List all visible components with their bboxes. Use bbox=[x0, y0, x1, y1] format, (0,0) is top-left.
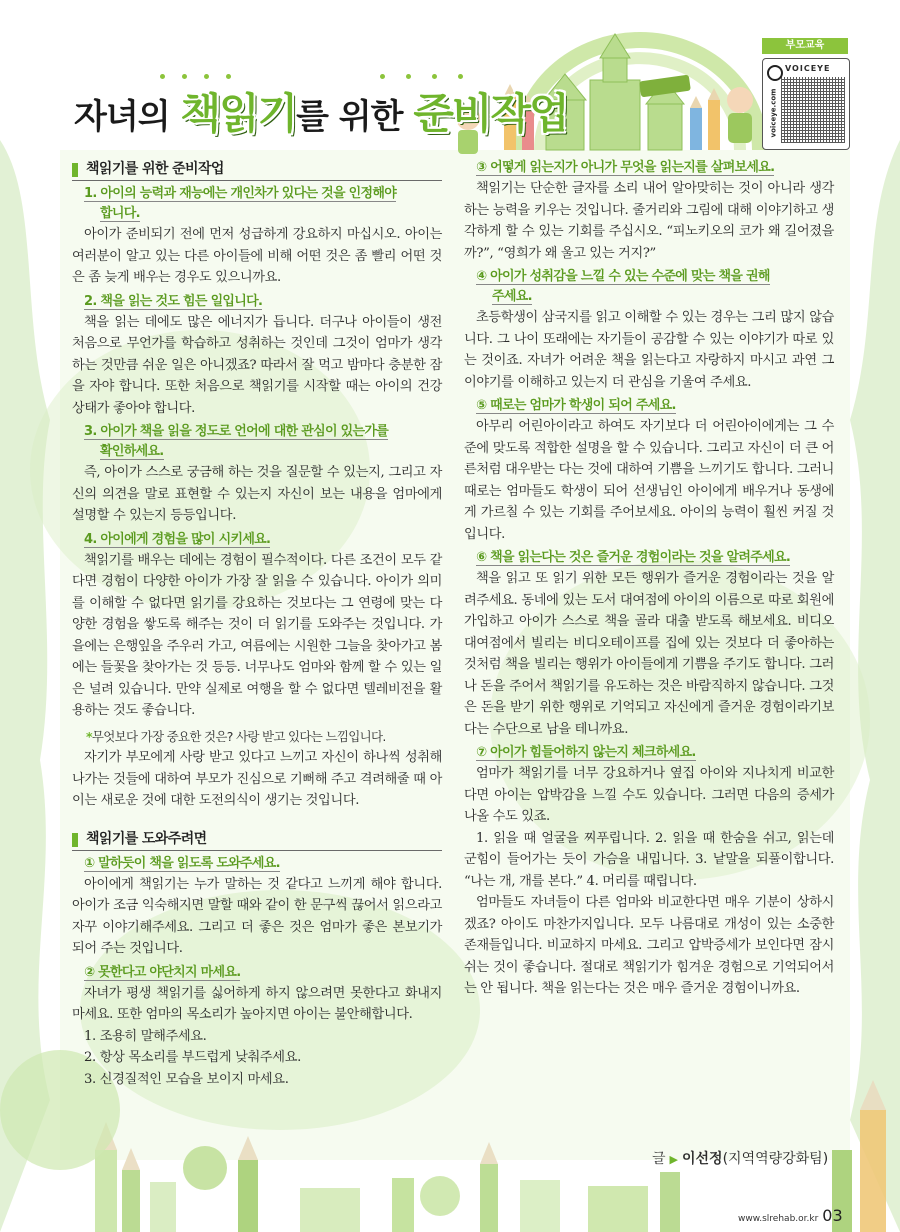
subheading: ⑦ 아이가 힘들어하지 않는지 체크하세요. bbox=[476, 745, 696, 760]
subheading: ④ 아이가 성취감을 느낄 수 있는 수준에 맞는 책을 권해 주세요. bbox=[476, 269, 770, 304]
paragraph: 1. 읽을 때 얼굴을 찌푸립니다. 2. 읽을 때 한숨을 쉬고, 읽는데 군힘이 들어가는 듯이 가슴을 내밉니다. 3. 낱말을 되풀이합니다. “나는 개, 개를 본다.” 4. 머리를 때립니다. bbox=[464, 830, 834, 889]
triangle-right-icon: ▶ bbox=[669, 1153, 678, 1166]
paragraph: 초등학생이 삼국지를 읽고 이해할 수 있는 경우는 그리 많지 않습니다. 그 나이 또래에는 자기들이 공감할 수 있는 이야기가 따로 있는 것이죠. 자녀가 어려운 책을 읽는다고 자랑하지 마시고 과연 그 이야기를 이해하고 있는지 더 관심을 기울여 주세요. bbox=[464, 310, 834, 390]
voicecode-brand: VOICEYE bbox=[785, 64, 831, 73]
list-item: 2. 항상 목소리를 부드럽게 낮춰주세요. bbox=[84, 1050, 301, 1065]
category-tag: 부모교육 bbox=[762, 38, 848, 54]
voicecode-icon bbox=[762, 58, 850, 150]
voicecode-pattern bbox=[781, 77, 845, 143]
page-footer bbox=[738, 1206, 843, 1225]
subheading: ③ 어떻게 읽는지가 아니가 무엇을 읽는지를 살펴보세요. bbox=[476, 160, 775, 175]
paragraph: 아이에게 책읽기는 누가 말하는 것 같다고 느끼게 해야 합니다. 아이가 조금 익숙해지면 말할 때와 같이 한 문구씩 끊어서 읽으라고 자꾸 이야기해주세요. 그리고 더 좋은 것은 엄마가 좋은 본보기가 되어 주는 것입니다. bbox=[72, 876, 442, 956]
paragraph: 책을 읽고 또 읽기 위한 모든 행위가 즐거운 경험이라는 것을 알려주세요. 동네에 있는 도서 대여점에 아이의 이름으로 따로 회원에 가입하고 아이가 스스로 책을 골라 대출 받도록 해보세요. 비디오 대여점에서 빌리는 비디오테이프를 집에 있는 것보다 더 좋아하는 것처럼 책을 빌리는 행위가 아이들에게 기쁨을 주기도 합니다. 그러나 돈을 주어서 책읽기를 유도하는 것은 바람직하지 않습니다. 그것은 돈을 받기 위한 행위로 기억되고 자신에게 즐거운 경험이라기보다는 수단으로 남을 테니까요. bbox=[464, 571, 834, 737]
subheading: ⑤ 때로는 엄마가 학생이 되어 주세요. bbox=[476, 398, 676, 413]
highlight-note: *무엇보다 가장 중요한 것은? 사랑 받고 있다는 느낌입니다. bbox=[86, 728, 386, 744]
page-number: 03 bbox=[822, 1206, 843, 1225]
section-title: 책읽기를 도와주려면 bbox=[72, 828, 442, 851]
title-highlight-preparation: 준비작업 bbox=[413, 89, 568, 138]
voicecode-url: voiceye.com bbox=[769, 88, 778, 138]
subheading: 1. 아이의 능력과 재능에는 개인차가 있다는 것을 인정해야 합니다. bbox=[84, 186, 397, 221]
paragraph: 자기가 부모에게 사랑 받고 있다고 느끼고 자신이 하나씩 성취해 나가는 것들에 대하여 부모가 진심으로 기뻐해 주고 격려해줄 때 아이는 새로운 것에 대한 도전의식이 생기는 것입니다. bbox=[72, 750, 442, 808]
list-item: 3. 신경질적인 모습을 보이지 마세요. bbox=[84, 1071, 289, 1087]
paragraph: 아무리 어린아이라고 하여도 자기보다 더 어린아이에게는 그 수준에 맞도록 적합한 설명을 할 수 있습니다. 그리고 자신이 더 큰 어른처럼 대우받는 다는 것에 대하여 기쁨을 느끼기도 합니다. 그러니 때로는 엄마들도 학생이 되어 선생님인 아이에게 배우거나 동생에게 가르칠 수 있는 기회를 주어보세요. 아이의 능력이 훨씬 커질 것입니다. bbox=[464, 419, 834, 542]
subheading: ① 말하듯이 책을 읽도록 도와주세요. bbox=[84, 855, 280, 871]
right-column bbox=[464, 158, 834, 1000]
paragraph: 즉, 아이가 스스로 궁금해 하는 것을 질문할 수 있는지, 그리고 자신의 의견을 말로 표현할 수 있는지 자신이 보는 내용을 엄마에게 설명할 수 있는지 등등입니다. bbox=[72, 465, 442, 523]
subheading: 3. 아이가 책을 읽을 정도로 언어에 대한 관심이 있는가를 확인하세요. bbox=[84, 424, 389, 459]
paragraph: 책읽기를 배우는 데에는 경험이 필수적이다. 다른 조건이 모두 같다면 경험이 다양한 아이가 가장 잘 읽을 수 있습니다. 아이가 의미를 이해할 수 없다면 읽기를 강요하는 것보다는 그 연령에 맞는 다양한 경험을 쌓도록 해주는 것이 더 읽기를 도와주는 것입니다. 가을에는 은행잎을 주우러 가고, 여름에는 시원한 그늘을 찾아가고 봄에는 들꽃을 찾아가는 것 등등. 너무나도 엄마와 함께 할 수 있는 일은 널려 있습니다. 만약 실제로 여행을 할 수 없다면 텔레비전을 활용하는 것도 좋습니다. bbox=[72, 552, 442, 718]
section-title: 책읽기를 위한 준비작업 bbox=[72, 158, 442, 181]
paragraph: 책읽기는 단순한 글자를 소리 내어 알아맞히는 것이 아니라 생각하는 능력을 키우는 것입니다. 줄거리와 그림에 대해 이야기하고 생각하게 할 수 있는 기회를 주십시오. “피노키오의 코가 왜 길어졌을까?”, “영희가 왜 울고 있는 거지?” bbox=[464, 181, 834, 261]
list-item: 1. 조용히 말해주세요. bbox=[84, 1028, 207, 1044]
paragraph: 자녀가 평생 책읽기를 싫어하게 하지 않으려면 못한다고 화내지 마세요. 또한 엄마의 목소리가 높아지면 아이는 불안해합니다. bbox=[72, 985, 442, 1022]
title-highlight-reading: 책읽기 bbox=[180, 89, 297, 138]
author-name: 이선정 bbox=[682, 1151, 723, 1167]
subheading: ② 못한다고 야단치지 마세요. bbox=[84, 964, 241, 980]
author-affiliation: (지역역량강화팀) bbox=[722, 1151, 829, 1167]
paragraph: 아이가 준비되기 전에 먼저 성급하게 강요하지 마십시오. 아이는 여러분이 알고 있는 다른 아이들에 비해 어떤 것은 좀 빨리 어떤 것은 좀 늦게 배우는 경우도 있으니까요. bbox=[72, 227, 442, 285]
paragraph: 엄마가 책읽기를 너무 강요하거나 옆집 아이와 지나치게 비교한다면 아이는 압박감을 느낄 수도 있습니다. 그러면 다음의 증세가 나올 수도 있죠. bbox=[464, 766, 834, 824]
paragraph: 책을 읽는 데에도 많은 에너지가 듭니다. 더구나 아이들이 생전 처음으로 무언가를 학습하고 성취하는 것인데 그것이 엄마가 생각하는 것만큼 쉬운 일은 아니겠죠? 따라서 잘 먹고 밤마다 충분한 잠을 자야 합니다. 또한 처음으로 책읽기를 시작할 때는 아이의 건강상태가 좋아야 합니다. bbox=[72, 314, 442, 416]
page-title: 자녀의 책읽기를 위한 준비작업 bbox=[74, 89, 568, 138]
footer-url[interactable]: www.slrehab.or.kr bbox=[738, 1214, 819, 1224]
subheading: 2. 책을 읽는 것도 힘든 일입니다. bbox=[84, 293, 263, 309]
author-byline bbox=[652, 1148, 828, 1168]
subheading: ⑥ 책을 읽는다는 것은 즐거운 경험이라는 것을 알려주세요. bbox=[476, 550, 791, 565]
left-column bbox=[72, 158, 442, 1090]
subheading: 4. 아이에게 경험을 많이 시키세요. bbox=[84, 531, 271, 547]
paragraph: 엄마들도 자녀들이 다른 엄마와 비교한다면 매우 기분이 상하시겠죠? 아이도 마찬가지입니다. 모두 나름대로 개성이 있는 소중한 존재들입니다. 비교하지 마세요. 그리고 압박증세가 보인다면 잠시 쉬는 것이 좋습니다. 절대로 책읽기가 힘겨운 경험으로 기억되어서는 안 됩니다. 책을 읽는다는 것은 매우 즐거운 경험이니까요. bbox=[464, 895, 834, 996]
byline-prefix: 글 bbox=[652, 1151, 666, 1167]
